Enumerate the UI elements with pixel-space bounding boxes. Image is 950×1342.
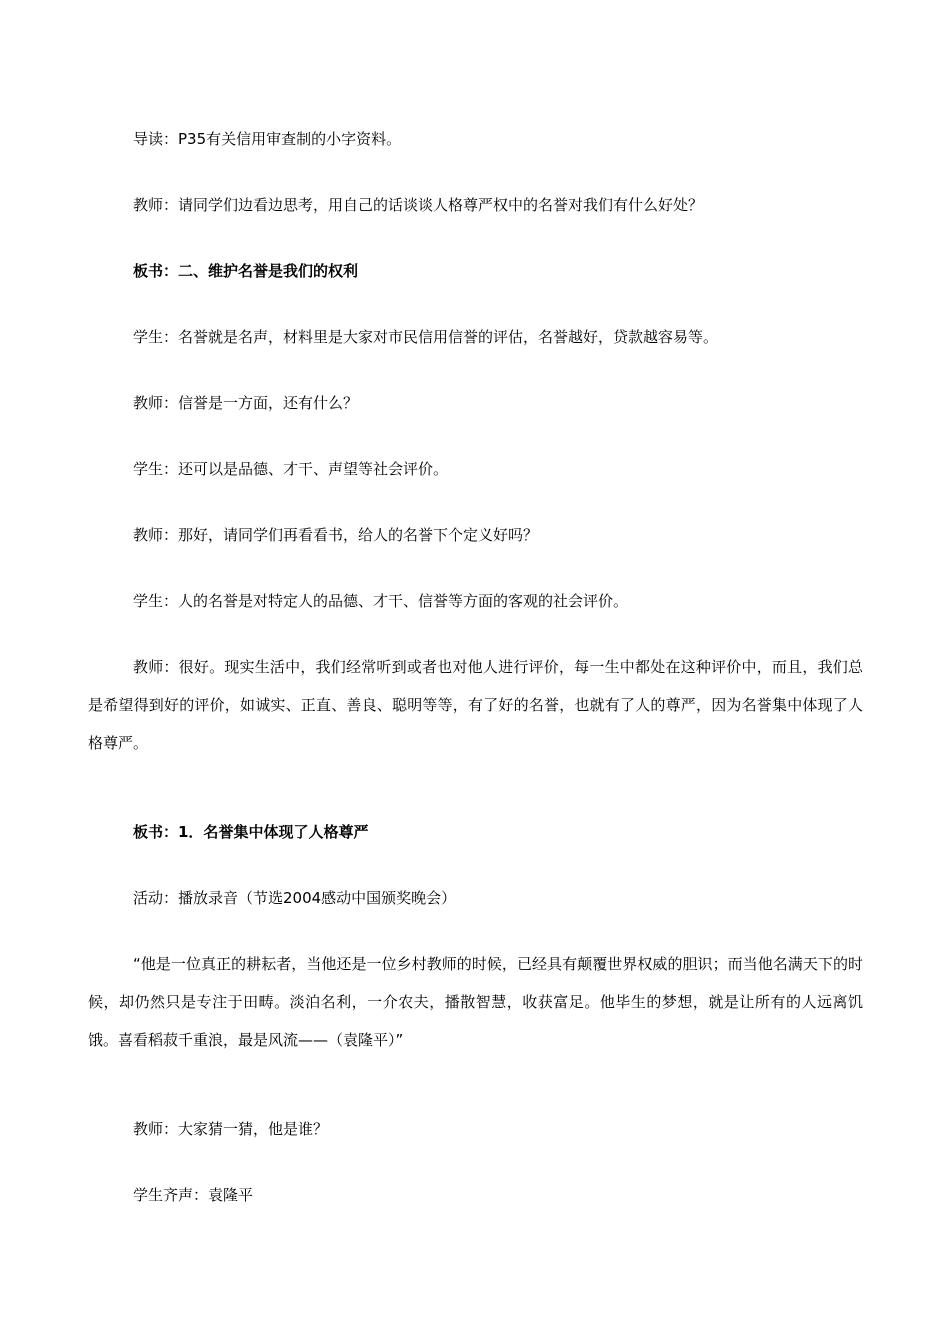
paragraph-teacher-definition: 教师：那好，请同学们再看看书，给人的名誉下个定义好吗？ xyxy=(133,526,539,544)
board-heading-2: 板书：二、维护名誉是我们的权利 xyxy=(133,262,359,280)
paragraph-teacher-guess: 教师：大家猜一猜，他是谁？ xyxy=(133,1120,329,1138)
paragraph-teacher-question: 教师：请同学们边看边思考，用自己的话谈谈人格尊严权中的名誉对我们有什么好处？ xyxy=(133,196,704,214)
paragraph-activity: 活动：播放录音（节选2004感动中国颁奖晚会） xyxy=(133,889,457,907)
paragraph-student-definition: 学生：人的名誉是对特定人的品德、才干、信誉等方面的客观的社会评价。 xyxy=(133,592,629,610)
paragraph-teacher-followup: 教师：信誉是一方面，还有什么？ xyxy=(133,394,359,412)
paragraph-student-answer-1: 学生：名誉就是名声，材料里是大家对市民信用信誉的评估，名誉越好，贷款越容易等。 xyxy=(133,328,719,346)
paragraph-teacher-explanation: 教师：很好。现实生活中，我们经常听到或者也对他人进行评价，每一生中都处在这种评价中，而且，我们总是希望得到好的评价，如诚实、正直、善良、聪明等等，有了好的名誉，也就有了人的尊严，因为名誉集中体现了人格尊严。 xyxy=(88,658,863,752)
paragraph-student-answer-2: 学生：还可以是品德、才干、声望等社会评价。 xyxy=(133,460,449,478)
paragraph-quote: “他是一位真正的耕耘者，当他还是一位乡村教师的时候，已经具有颠覆世界权威的胆识；而当他名满天下的时候，却仍然只是专注于田畴。淡泊名利，一介农夫，播散智慧，收获富足。他毕生的梦想，就是让所有的人远离饥饿。喜看稻菽千重浪，最是风流——（袁隆平）” xyxy=(88,955,863,1049)
paragraph-reading-guide: 导读：P35有关信用审查制的小字资料。 xyxy=(133,130,402,148)
paragraph-students-answer: 学生齐声：袁隆平 xyxy=(133,1186,254,1204)
board-heading-1: 板书：1．名誉集中体现了人格尊严 xyxy=(133,823,369,841)
